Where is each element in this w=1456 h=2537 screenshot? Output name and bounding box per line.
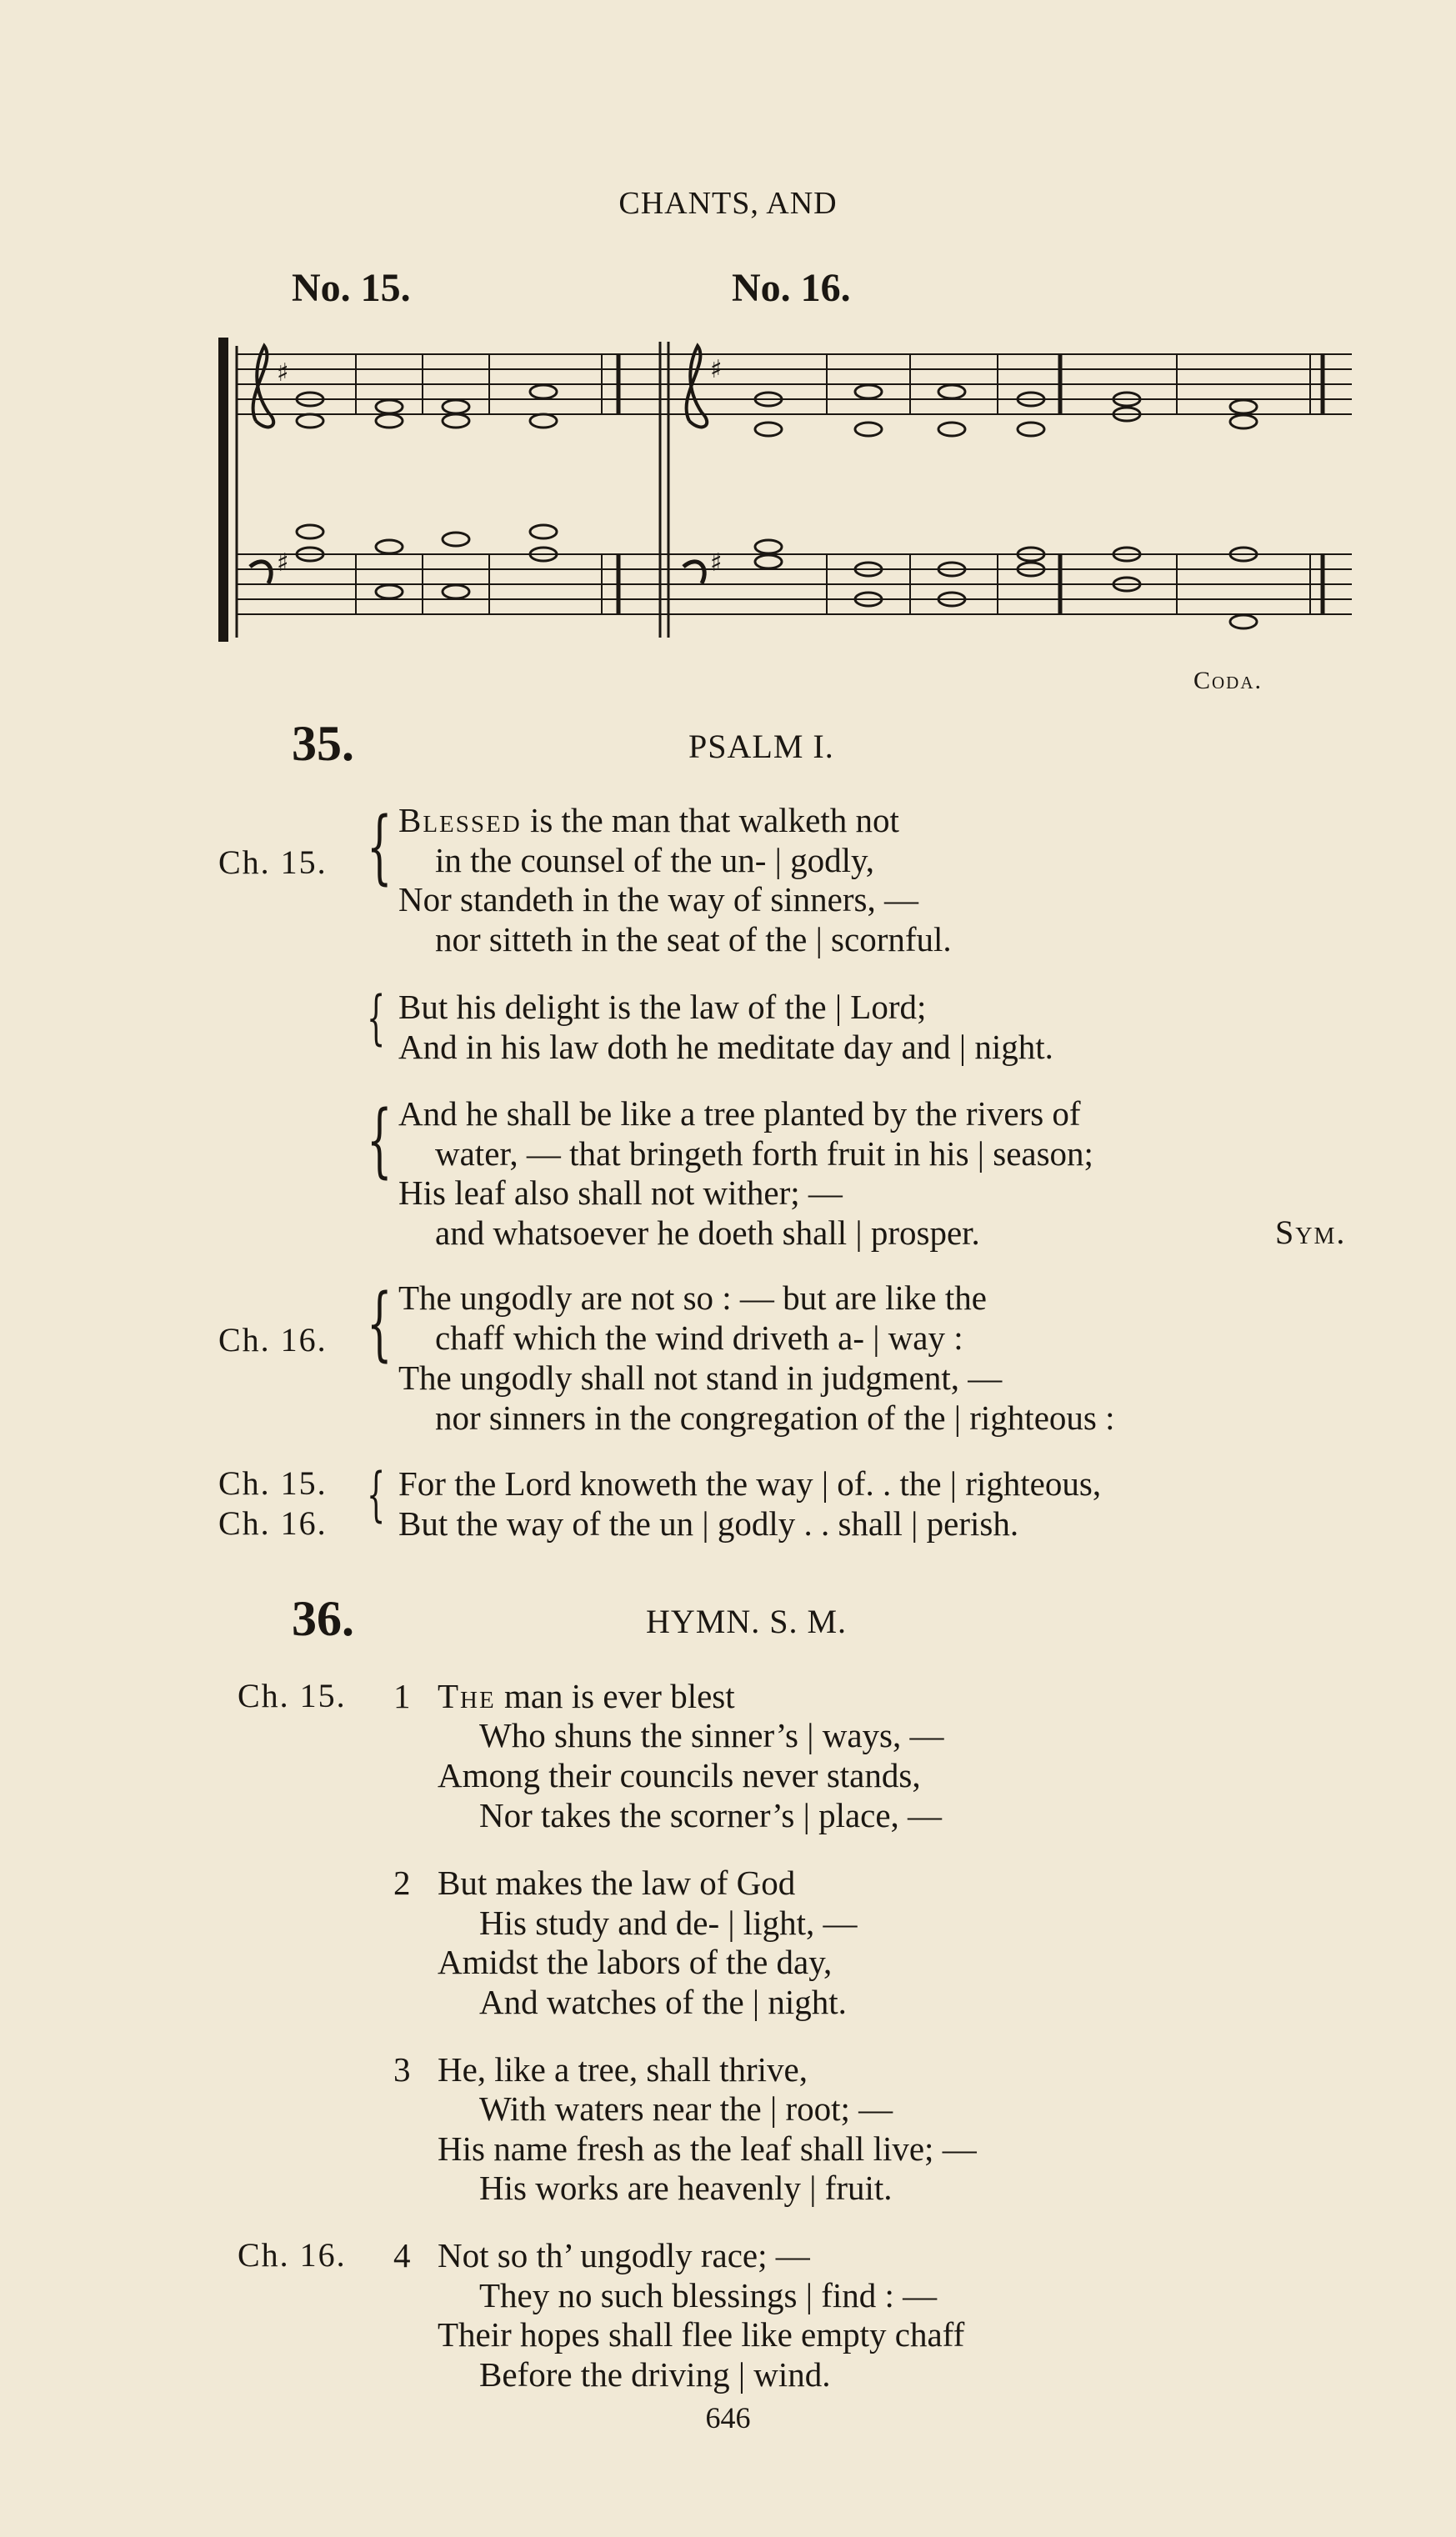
hymn-line: And watches of the | night. <box>479 1983 847 2021</box>
brace: { <box>367 1277 393 1370</box>
hymn-line: Amidst the labors of the day, <box>438 1943 833 1981</box>
hymn-line: The man is ever blest <box>438 1677 735 1715</box>
verse-line: His leaf also shall not wither; — <box>398 1173 843 1212</box>
section-title: PSALM I. <box>688 728 834 765</box>
hymn-line: His works are heavenly | fruit. <box>479 2169 893 2207</box>
chant-ref: Ch. 16. <box>238 2236 347 2274</box>
chant-ref: Ch. 16. <box>218 1504 328 1542</box>
hymn-line: Nor takes the scorner’s | place, — <box>479 1796 943 1834</box>
verse-line: Blessed is the man that walketh not <box>398 801 899 839</box>
stanza-number: 4 <box>393 2236 411 2274</box>
brace: { <box>367 800 393 893</box>
stanza-number: 1 <box>393 1677 411 1715</box>
hymn-line: Who shuns the sinner’s | ways, — <box>479 1716 944 1754</box>
verse-line: water, — that bringeth forth fruit in his | season; <box>435 1134 1093 1173</box>
verse-line: and whatsoever he doeth shall | prosper. <box>435 1213 980 1252</box>
svg-text:♯: ♯ <box>710 548 723 578</box>
svg-text:♯: ♯ <box>277 358 289 388</box>
hymn-line: Not so th’ ungodly race; — <box>438 2236 810 2274</box>
hymn-line: With waters near the | root; — <box>479 2089 893 2128</box>
hymn-line: Their hopes shall flee like empty chaff <box>438 2315 965 2354</box>
hymn-line: Among their councils never stands, <box>438 1756 921 1794</box>
svg-text:♯: ♯ <box>277 548 289 578</box>
hymn-line: They no such blessings | find : — <box>479 2276 938 2314</box>
section-number: 36. <box>292 1591 354 1646</box>
svg-text:♯: ♯ <box>710 355 723 384</box>
verse-line: Nor standeth in the way of sinners, — <box>398 880 918 918</box>
verse-line: in the counsel of the un- | godly, <box>435 841 875 879</box>
chant-ref: Ch. 15. <box>218 843 328 881</box>
verse-line: For the Lord knoweth the way | of. . the | righteous, <box>398 1464 1102 1503</box>
section-number: 35. <box>292 716 354 771</box>
hymn-line: He, like a tree, shall thrive, <box>438 2050 808 2089</box>
page-number: 646 <box>705 2401 751 2434</box>
stanza-number: 2 <box>393 1864 411 1902</box>
running-header: CHANTS, AND <box>618 186 838 221</box>
verse-line: But his delight is the law of the | Lord; <box>398 988 927 1026</box>
sym-label: Sym. <box>1275 1213 1347 1251</box>
section-title: HYMN. S. M. <box>646 1603 848 1640</box>
chant-label-15: No. 15. <box>292 266 411 310</box>
chant-ref: Ch. 15. <box>218 1464 328 1502</box>
hymn-line: His study and de- | light, — <box>479 1904 858 1942</box>
brace: { <box>367 1093 393 1187</box>
brace: { <box>367 1460 386 1529</box>
verse-line: And in his law doth he meditate day and | night. <box>398 1028 1053 1066</box>
verse-line: The ungodly are not so : — but are like the <box>398 1279 987 1317</box>
chant-ref: Ch. 15. <box>238 1677 347 1714</box>
verse-line: nor sitteth in the seat of the | scornful. <box>435 920 952 958</box>
verse-line: And he shall be like a tree planted by the rivers of <box>398 1094 1081 1133</box>
verse-line: chaff which the wind driveth a- | way : <box>435 1319 963 1357</box>
verse-line: nor sinners in the congregation of the | righteous : <box>435 1399 1115 1437</box>
chant-label-16: No. 16. <box>732 266 851 310</box>
music-notation <box>218 329 1360 646</box>
hymn-line: Before the driving | wind. <box>479 2355 831 2394</box>
coda-label: Coda. <box>1193 667 1263 694</box>
verse-line: But the way of the un | godly . . shall | perish. <box>398 1504 1019 1543</box>
hymn-line: But makes the law of God <box>438 1864 796 1902</box>
brace: { <box>367 983 386 1052</box>
stanza-number: 3 <box>393 2050 411 2089</box>
chant-ref: Ch. 16. <box>218 1321 328 1359</box>
verse-line: The ungodly shall not stand in judgment, — <box>398 1359 1003 1397</box>
hymn-line: His name fresh as the leaf shall live; — <box>438 2129 977 2168</box>
